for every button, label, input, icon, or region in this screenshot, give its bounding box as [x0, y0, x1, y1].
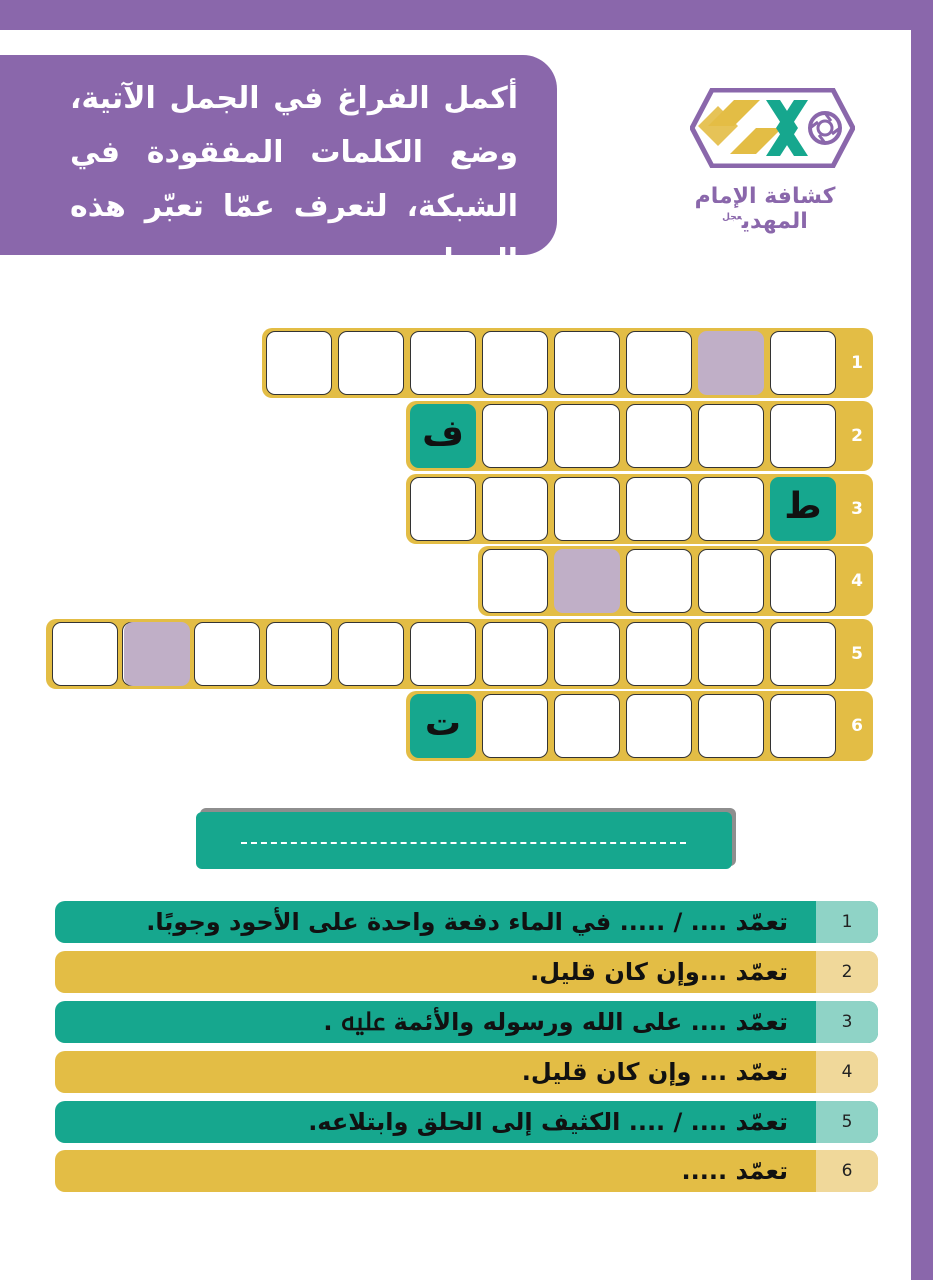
clue-row-3: [55, 1001, 878, 1043]
crossword-cell-given-letter: ط: [770, 477, 836, 541]
crossword-cell[interactable]: [698, 549, 764, 613]
crossword-cell[interactable]: [770, 694, 836, 758]
scouts-logo-icon: [690, 88, 855, 168]
crossword-row-4: [478, 546, 873, 616]
clue-row-4: [55, 1051, 878, 1093]
crossword-cell[interactable]: [52, 622, 118, 686]
crossword-cell-highlighted[interactable]: [124, 622, 190, 686]
crossword-cell[interactable]: [626, 549, 692, 613]
row-number: 6: [851, 716, 863, 736]
crossword-cell[interactable]: [698, 477, 764, 541]
clue-text: تعمّد .... / .... الكثيف إلى الحلق وابتلاعه.: [308, 1108, 788, 1136]
crossword-cell[interactable]: [554, 694, 620, 758]
crossword-cell[interactable]: [482, 331, 548, 395]
crossword-cell-highlighted[interactable]: [698, 331, 764, 395]
clue-text: تعمّد .....: [681, 1157, 788, 1185]
crossword-cell[interactable]: [698, 694, 764, 758]
crossword-cell[interactable]: [698, 622, 764, 686]
instructions-text: أكمل الفراغ في الجمل الآتية، وضع الكلمات المفقودة في الشبكة، لتعرف عمّا تعبّر هذه الجمل.: [70, 81, 518, 278]
crossword-cell[interactable]: [410, 477, 476, 541]
crossword-cell[interactable]: [554, 622, 620, 686]
row-number: 3: [851, 499, 863, 519]
clue-text: تعمّد .... على الله ورسوله والأئمة ﷷ .: [323, 1008, 788, 1036]
logo-label: كشافة الإمام المهدي$^{عجل}$: [694, 184, 836, 234]
clue-number: 1: [816, 901, 878, 943]
right-frame-bar: [911, 0, 933, 1280]
answer-blank-line[interactable]: [241, 842, 686, 844]
crossword-cell[interactable]: [482, 549, 548, 613]
clue-row-6: [55, 1150, 878, 1192]
crossword-cell[interactable]: [698, 404, 764, 468]
clue-text: تعمّد ... وإن كان قليل.: [521, 1058, 788, 1086]
clue-row-2: [55, 951, 878, 993]
crossword-cell[interactable]: [338, 622, 404, 686]
logo-honorific: عجل: [722, 212, 742, 223]
clue-row-1: [55, 901, 878, 943]
crossword-cell[interactable]: [626, 694, 692, 758]
row-number: 5: [851, 644, 863, 664]
crossword-cell[interactable]: [482, 622, 548, 686]
clue-number: 3: [816, 1001, 878, 1043]
crossword-cell[interactable]: [554, 331, 620, 395]
crossword-cell[interactable]: [482, 477, 548, 541]
answer-box[interactable]: [196, 812, 732, 869]
clue-number: 2: [816, 951, 878, 993]
crossword-row-6: [406, 691, 873, 761]
crossword-cell-highlighted[interactable]: [554, 549, 620, 613]
crossword-cell[interactable]: [482, 404, 548, 468]
crossword-row-1: [262, 328, 873, 398]
crossword-cell[interactable]: [266, 622, 332, 686]
row-number: 4: [851, 571, 863, 591]
crossword-cell[interactable]: [770, 622, 836, 686]
crossword-row-2: [406, 401, 873, 471]
crossword-cell-given-letter: ف: [410, 404, 476, 468]
crossword-cell[interactable]: [770, 331, 836, 395]
crossword-cell[interactable]: [266, 331, 332, 395]
crossword-row-3: [406, 474, 873, 544]
crossword-cell[interactable]: [410, 622, 476, 686]
crossword-cell[interactable]: [626, 477, 692, 541]
clue-number: 6: [816, 1150, 878, 1192]
crossword-cell[interactable]: [338, 331, 404, 395]
row-number: 2: [851, 426, 863, 446]
crossword-cell[interactable]: [482, 694, 548, 758]
crossword-cell[interactable]: [410, 331, 476, 395]
clue-text: تعمّد .... / ..... في الماء دفعة واحدة على الأحود وجوبًا.: [146, 908, 788, 936]
clue-number: 5: [816, 1101, 878, 1143]
clue-number: 4: [816, 1051, 878, 1093]
crossword-cell[interactable]: [554, 404, 620, 468]
crossword-cell-given-letter: ت: [410, 694, 476, 758]
clue-row-5: [55, 1101, 878, 1143]
row-number: 1: [851, 353, 863, 373]
crossword-cell[interactable]: [626, 622, 692, 686]
crossword-cell[interactable]: [626, 331, 692, 395]
crossword-cell[interactable]: [626, 404, 692, 468]
crossword-cell[interactable]: [770, 404, 836, 468]
crossword-cell[interactable]: [554, 477, 620, 541]
crossword-cell[interactable]: [194, 622, 260, 686]
top-frame-bar: [0, 0, 933, 30]
crossword-cell[interactable]: [770, 549, 836, 613]
clue-text: تعمّد ...وإن كان قليل.: [530, 958, 788, 986]
